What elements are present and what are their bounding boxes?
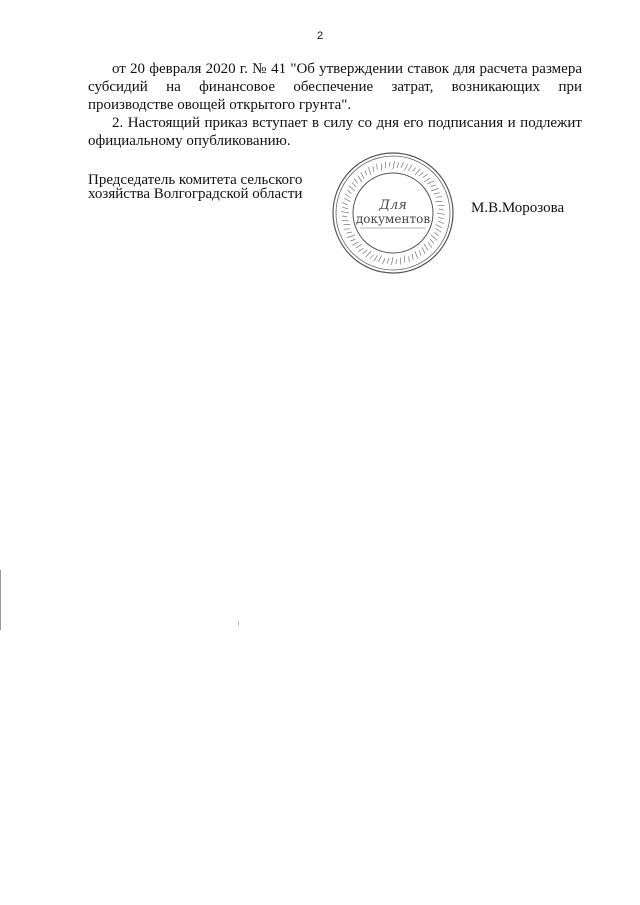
seal-lettering-mark bbox=[423, 174, 428, 178]
signatory-position bbox=[88, 173, 302, 201]
seal-lettering-mark bbox=[404, 164, 407, 170]
seal-lettering-mark bbox=[412, 167, 415, 171]
paragraph-effective-date: 2. Настоящий приказ вступает в силу со дня его подписания и подлежит официальному опубликованию. bbox=[88, 115, 582, 149]
seal-lettering-mark bbox=[437, 213, 445, 215]
seal-lettering-mark bbox=[439, 209, 444, 210]
seal-lettering-mark bbox=[415, 169, 420, 175]
seal-lettering-mark bbox=[373, 166, 374, 172]
seal-lettering-mark bbox=[342, 207, 348, 209]
seal-lettering-mark bbox=[424, 178, 430, 182]
seal-lettering-mark bbox=[431, 188, 439, 191]
seal-lettering-mark bbox=[387, 258, 389, 264]
seal-lettering-mark bbox=[431, 185, 436, 187]
seal-lettering-mark bbox=[424, 244, 428, 250]
seal-lettering-mark bbox=[368, 167, 371, 175]
seal-lettering-mark bbox=[408, 165, 412, 171]
seal-lettering-mark bbox=[422, 247, 425, 253]
seal-lettering-mark bbox=[396, 259, 397, 264]
seal-graphic bbox=[330, 150, 456, 276]
seal-lettering-mark bbox=[415, 251, 418, 259]
seal-lettering-mark bbox=[438, 217, 444, 219]
seal-lettering-mark bbox=[412, 254, 413, 260]
seal-lettering-mark bbox=[350, 239, 355, 241]
seal-lettering-mark bbox=[393, 161, 395, 169]
seal-lettering-mark bbox=[341, 211, 349, 213]
seal-lettering-mark bbox=[438, 221, 444, 224]
seal-lettering-mark bbox=[419, 172, 424, 176]
scan-edge-mark bbox=[0, 570, 1, 630]
seal-lettering-mark bbox=[354, 178, 358, 183]
seal-lettering-mark bbox=[358, 248, 363, 252]
seal-lettering-mark bbox=[344, 198, 350, 201]
signatory-name: М.В.Морозова bbox=[471, 200, 565, 216]
seal-lettering-mark bbox=[435, 232, 439, 235]
seal-lettering-mark bbox=[430, 239, 434, 244]
seal-lettering-mark bbox=[342, 202, 348, 205]
seal-lettering-mark bbox=[428, 243, 432, 248]
seal-lettering-mark bbox=[389, 162, 390, 167]
seal-lettering-mark bbox=[346, 232, 352, 233]
seal-lettering-mark bbox=[391, 257, 393, 265]
seal-lettering-mark bbox=[352, 242, 358, 245]
signatory-position-line-2: хозяйства Волгоградской области bbox=[88, 186, 303, 202]
seal-lettering-mark bbox=[347, 235, 355, 238]
page-number: 2 bbox=[316, 30, 324, 42]
seal-center-text-line-1: Для bbox=[379, 198, 407, 213]
seal-lettering-mark bbox=[365, 170, 367, 175]
body-text bbox=[88, 60, 582, 150]
seal-lettering-mark bbox=[342, 216, 347, 217]
seal-lettering-mark bbox=[349, 186, 355, 191]
seal-lettering-mark bbox=[370, 255, 373, 259]
seal-lettering-mark bbox=[431, 235, 437, 240]
seal-lettering-mark bbox=[361, 172, 364, 178]
seal-lettering-mark bbox=[409, 256, 410, 262]
seal-lettering-mark bbox=[434, 193, 440, 194]
seal-lettering-mark bbox=[363, 250, 368, 254]
scan-speck bbox=[238, 621, 239, 626]
seal-lettering-mark bbox=[356, 244, 362, 248]
seal-lettering-mark bbox=[374, 255, 378, 261]
seal-lettering-mark bbox=[344, 229, 350, 230]
seal-lettering-mark bbox=[378, 256, 381, 262]
seal-lettering-mark bbox=[347, 190, 351, 193]
seal-lettering-mark bbox=[358, 176, 362, 182]
seal-lettering-mark bbox=[401, 162, 404, 168]
seal-lettering-mark bbox=[427, 181, 433, 184]
seal-lettering-mark bbox=[436, 197, 442, 198]
seal-lettering-mark bbox=[382, 258, 385, 264]
seal-lettering-mark bbox=[366, 251, 371, 257]
seal-lettering-mark bbox=[397, 162, 399, 168]
paragraph-continuation: от 20 февраля 2020 г. № 41 "Об утверждении ставок для расчета размера субсидий на финансовое обеспечение затрат, возникающих при производстве овощей открытого грунта". bbox=[88, 61, 582, 113]
seal-center-text-line-2: документов bbox=[355, 212, 431, 226]
official-seal-stamp bbox=[330, 150, 456, 276]
seal-lettering-mark bbox=[435, 228, 441, 232]
signatory-position-line-1: Председатель комитета сельского bbox=[88, 172, 303, 188]
seal-lettering-mark bbox=[419, 251, 421, 256]
seal-lettering-mark bbox=[377, 164, 378, 170]
seal-lettering-mark bbox=[352, 183, 356, 188]
seal-lettering-mark bbox=[436, 224, 442, 227]
seal-lettering-mark bbox=[345, 194, 351, 198]
